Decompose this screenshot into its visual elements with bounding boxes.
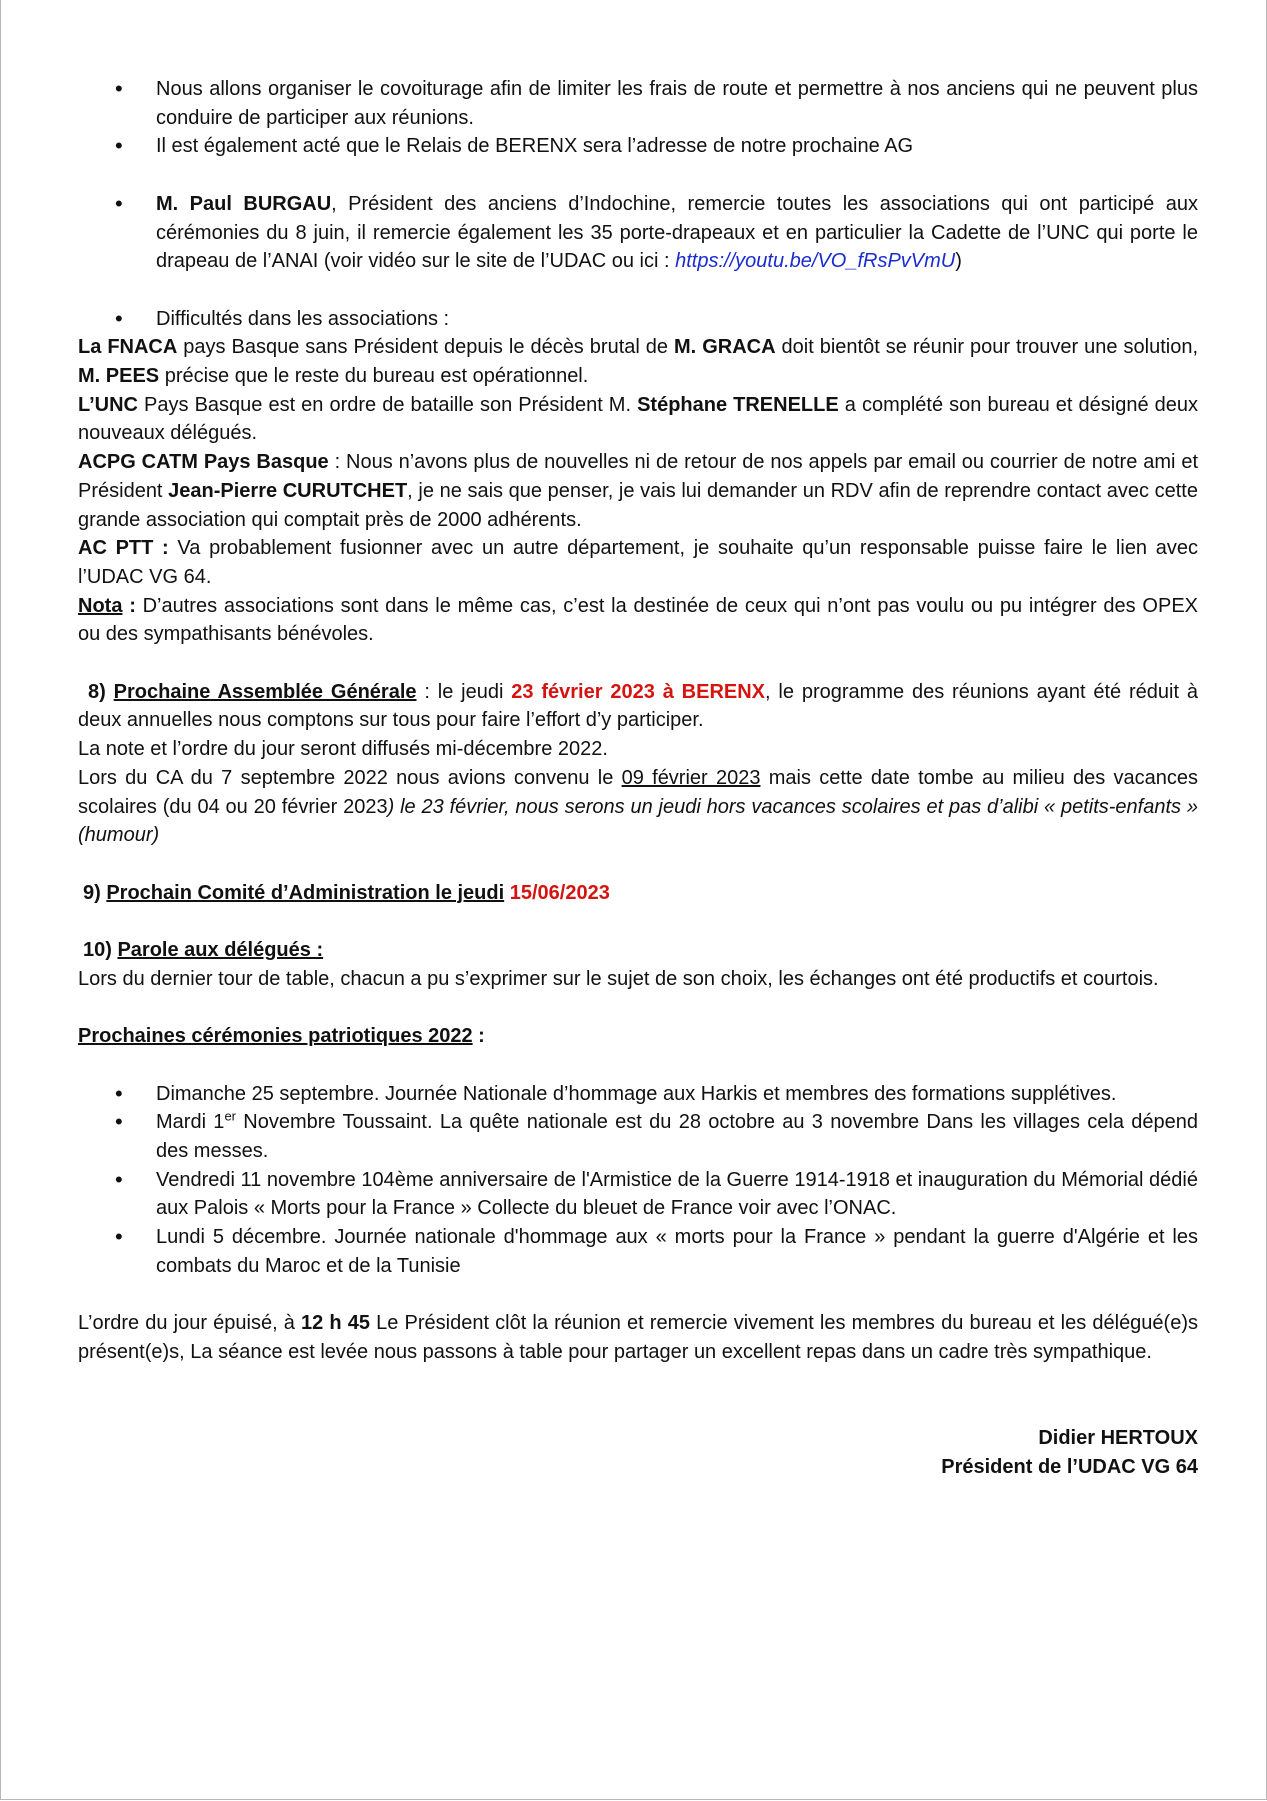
ceremony-item-harkis: • Dimanche 25 septembre. Journée Nationale d’hommage aux Harkis et membres des formations supplétives. [78, 1080, 1198, 1109]
ceremonies-heading: Prochaines cérémonies patriotiques 2022 : [78, 1025, 485, 1048]
section-10-number: 10) [83, 939, 118, 962]
closing-time: 12 h 45 [301, 1312, 371, 1335]
section-8-number: 8) [88, 680, 114, 703]
nota-label: Nota [78, 594, 123, 617]
section-8-paragraph: 8) Prochaine Assemblée Générale : le jeudi 23 février 2023 à BERENX, le programme des réunions ayant été réduit à deux annuelles nous comptons sur tous pour faire l’effort d’y participer. [78, 680, 1199, 732]
ceremony-item-armistice: • Vendredi 11 novembre 104ème anniversaire de l'Armistice de la Guerre 1914-1918 et inauguration du Mémorial dédié aux Palois « Morts pour la France » Collecte du bleuet de France voir avec l’ONAC. [78, 1166, 1198, 1223]
acptt-paragraph: AC PTT : Va probablement fusionner avec un autre département, je souhaite qu’un responsable puisse faire le lien avec l’UDAC VG 64. [78, 537, 1198, 588]
closing-paragraph: L’ordre du jour épuisé, à 12 h 45 Le Président clôt la réunion et remercie vivement les membres du bureau et les délégué(e)s présent(e)s, La séance est levée nous passons à table pour partager un excellent repas dans un cadre très sympathique. [78, 1312, 1198, 1363]
fnaca-paragraph: La FNACA pays Basque sans Président depuis le décès brutal de M. GRACA doit bientôt se réunir pour trouver une solution, M. PEES précise que le reste du bureau est opérationnel. [78, 336, 1199, 387]
youtube-link[interactable]: https://youtu.be/VO_fRsPvVmU [675, 250, 956, 273]
ceremony-item-algerie: • Lundi 5 décembre. Journée nationale d'hommage aux « morts pour la France » pendant la guerre d'Algérie et les combats du Maroc et de la Tunisie [78, 1223, 1198, 1280]
ceremonies-title: Prochaines cérémonies patriotiques 2022 [78, 1025, 473, 1048]
burgau-text: , Président des anciens d’Indochine, remercie toutes les associations qui ont participé aux cérémonies du 8 juin, il remercie également les 35 porte-drapeaux et en particulier la Cadette de l’UNC qui porte le drapeau de l’ANAI (voir vidéo sur le site de l’UDAC ou ici : [156, 192, 1198, 273]
section-9-title: Prochain Comité d’Administration le jeudi [106, 881, 505, 904]
bullet-text: Il est également acté que le Relais de BERENX sera l’adresse de notre prochaine AG [156, 135, 914, 158]
bullet-relais-berenx [78, 132, 1198, 161]
difficultes-title: Difficultés dans les associations : [156, 307, 450, 330]
initial-date: 09 février 2023 [621, 766, 761, 789]
nota-paragraph: Nota : D’autres associations sont dans le même cas, c’est la destinée de ceux qui n’ont pas voulu ou pu intégrer des OPEX ou des sympathisants bénévoles. [78, 594, 1198, 646]
ag-date: 23 février 2023 à BERENX [511, 680, 766, 703]
ceremony-item-toussaint: • Mardi 1er Novembre Toussaint. La quête nationale est du 28 octobre au 3 novembre Dans les villages cela dépend des messes. [78, 1108, 1198, 1165]
section-9-paragraph [78, 879, 1198, 908]
unc-paragraph: L’UNC Pays Basque est en ordre de bataille son Président M. Stéphane TRENELLE a complété son bureau et désigné deux nouveaux délégués. [78, 393, 1198, 445]
section-8-title: Prochaine Assemblée Générale [113, 680, 417, 703]
section-8-line-ca: Lors du CA du 7 septembre 2022 nous avions convenu le 09 février 2023 mais cette date tombe au milieu des vacances scolaires (du 04 ou 20 février 2023) le 23 février, nous serons un jeudi hors vacances scolaires et pas d’alibi « petits-enfants » (humour) [78, 766, 1199, 847]
bullet-text: Nous allons organiser le covoiturage afin de limiter les frais de route et permettre à nos anciens qui ne peuvent plus conduire de participer aux réunions. [156, 78, 1198, 129]
section-9-number: 9) [83, 881, 107, 904]
document-body [78, 75, 1198, 1481]
section-10-heading [78, 936, 1198, 965]
section-10-text: Lors du dernier tour de table, chacun a pu s’exprimer sur le sujet de son choix, les échanges ont été productifs et courtois. [78, 967, 1159, 990]
bullet-covoiturage [78, 75, 1198, 132]
section-10-title: Parole aux délégués : [117, 939, 324, 962]
bullet-difficultes [78, 305, 1198, 334]
section-8-line-note: La note et l’ordre du jour seront diffusés mi-décembre 2022. [78, 738, 608, 761]
signature-title: Président de l’UDAC VG 64 [941, 1455, 1198, 1478]
acpg-paragraph: ACPG CATM Pays Basque : Nous n’avons plus de nouvelles ni de retour de nos appels par email ou courrier de notre ami et Président Jean-Pierre CURUTCHET, je ne sais que penser, je vais lui demander un RDV afin de reprendre contact avec cette grande association qui comptait près de 2000 adhérents. [78, 451, 1199, 531]
burgau-name: M. Paul BURGAU [156, 192, 332, 215]
bullet-burgau: • M. Paul BURGAU, Président des anciens d’Indochine, remercie toutes les associations qui ont participé aux cérémonies du 8 juin, il remercie également les 35 porte-drapeaux et en particulier la Cadette de l’UNC qui porte le drapeau de l’ANAI (voir vidéo sur le site de l’UDAC ou ici : https://youtu.be/VO_fRsPvVmU) [78, 190, 1198, 276]
signature-name: Didier HERTOUX [1038, 1426, 1198, 1449]
ca-date: 15/06/2023 [509, 881, 610, 904]
